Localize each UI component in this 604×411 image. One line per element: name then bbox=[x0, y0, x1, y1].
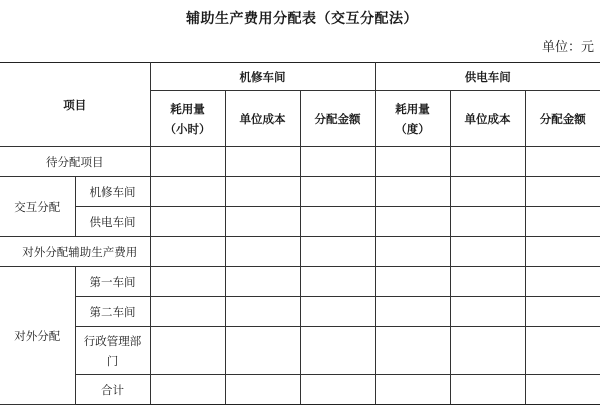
table-cell bbox=[450, 177, 525, 207]
table-row bbox=[0, 207, 600, 237]
header-item: 项目 bbox=[0, 63, 150, 147]
row-label-interchange-repair: 机修车间 bbox=[75, 177, 150, 207]
table-cell bbox=[450, 267, 525, 297]
table-cell bbox=[375, 147, 450, 177]
table-cell bbox=[150, 207, 225, 237]
table-row bbox=[0, 327, 600, 375]
table-cell bbox=[525, 267, 600, 297]
row-label-interchange-power: 供电车间 bbox=[75, 207, 150, 237]
table-cell bbox=[525, 375, 600, 405]
table-row bbox=[0, 237, 600, 267]
table-cell bbox=[450, 297, 525, 327]
table-cell bbox=[525, 177, 600, 207]
row-label-total: 合计 bbox=[75, 375, 150, 405]
table-cell bbox=[225, 207, 300, 237]
table-cell bbox=[225, 375, 300, 405]
table-cell bbox=[300, 267, 375, 297]
row-label-workshop-1: 第一车间 bbox=[75, 267, 150, 297]
row-label-external-cost: 对外分配辅助生产费用 bbox=[0, 237, 150, 267]
row-group-interchange: 交互分配 bbox=[0, 177, 75, 237]
table-cell bbox=[525, 327, 600, 375]
table-cell bbox=[150, 375, 225, 405]
table-cell bbox=[300, 297, 375, 327]
table-cell bbox=[150, 237, 225, 267]
row-label-admin-dept: 行政管理部门 bbox=[75, 327, 150, 375]
header-power-qty-label: 耗用量 bbox=[395, 101, 430, 116]
table-cell bbox=[525, 147, 600, 177]
header-repair-unit-cost: 单位成本 bbox=[225, 91, 300, 147]
table-cell bbox=[150, 147, 225, 177]
table-cell bbox=[225, 177, 300, 207]
header-power-qty bbox=[375, 91, 450, 147]
table-cell bbox=[225, 327, 300, 375]
header-power-qty-unit: （度） bbox=[395, 121, 430, 136]
table-cell bbox=[450, 237, 525, 267]
table-cell bbox=[300, 375, 375, 405]
header-repair-qty-label: 耗用量 bbox=[170, 101, 205, 116]
table-cell bbox=[450, 207, 525, 237]
table-cell bbox=[225, 147, 300, 177]
table-cell bbox=[450, 147, 525, 177]
table-cell bbox=[375, 267, 450, 297]
header-repair-qty bbox=[150, 91, 225, 147]
header-power-unit-cost: 单位成本 bbox=[450, 91, 525, 147]
table-row bbox=[0, 267, 600, 297]
table-cell bbox=[150, 327, 225, 375]
header-power-amount: 分配金额 bbox=[525, 91, 600, 147]
table-cell bbox=[525, 237, 600, 267]
header-dept-power: 供电车间 bbox=[375, 63, 600, 91]
table-cell bbox=[225, 297, 300, 327]
table-cell bbox=[450, 375, 525, 405]
table-cell bbox=[525, 297, 600, 327]
table-cell bbox=[375, 297, 450, 327]
row-group-external: 对外分配 bbox=[0, 267, 75, 405]
table-cell bbox=[300, 327, 375, 375]
unit-label: 单位：元 bbox=[541, 40, 594, 55]
table-cell bbox=[300, 147, 375, 177]
table-cell bbox=[225, 267, 300, 297]
table-cell bbox=[375, 237, 450, 267]
table-title: 辅助生产费用分配表（交互分配法） bbox=[186, 11, 418, 27]
header-repair-amount: 分配金额 bbox=[300, 91, 375, 147]
table-cell bbox=[150, 297, 225, 327]
table-cell bbox=[375, 327, 450, 375]
row-label-workshop-2: 第二车间 bbox=[75, 297, 150, 327]
table-row bbox=[0, 147, 600, 177]
table-cell bbox=[375, 207, 450, 237]
table-row bbox=[0, 375, 600, 405]
table-cell bbox=[300, 237, 375, 267]
allocation-table bbox=[0, 62, 600, 405]
table-row bbox=[0, 297, 600, 327]
table-cell bbox=[150, 177, 225, 207]
header-repair-qty-unit: （小时） bbox=[164, 121, 211, 136]
header-dept-repair: 机修车间 bbox=[150, 63, 375, 91]
table-row bbox=[0, 177, 600, 207]
table-cell bbox=[300, 177, 375, 207]
table-cell bbox=[525, 207, 600, 237]
table-cell bbox=[225, 237, 300, 267]
row-label-to-allocate: 待分配项目 bbox=[0, 147, 150, 177]
table-cell bbox=[300, 207, 375, 237]
table-cell bbox=[150, 267, 225, 297]
table-cell bbox=[450, 327, 525, 375]
table-cell bbox=[375, 375, 450, 405]
table-cell bbox=[375, 177, 450, 207]
